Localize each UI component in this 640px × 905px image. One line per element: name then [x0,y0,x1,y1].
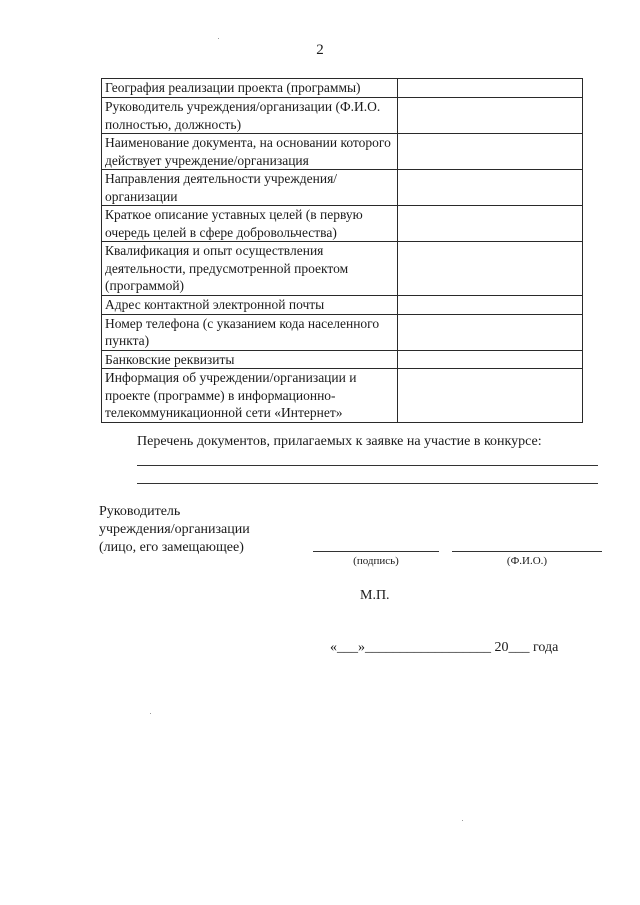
row-label-statutory-goals: Краткое описание уставных целей (в первую очередь целей в сфере добровольчества) [102,206,398,242]
row-value-phone[interactable] [398,314,583,350]
signer-title-line: учреждения/организации [99,522,250,537]
row-value-founding-document[interactable] [398,134,583,170]
table-row [102,369,583,423]
scan-speck [150,713,151,714]
row-value-internet-info[interactable] [398,369,583,423]
row-value-statutory-goals[interactable] [398,206,583,242]
signature-line[interactable] [313,551,439,552]
table-row [102,170,583,206]
row-label-head: Руководитель учреждения/организации (Ф.И.О. полностью, должность) [102,98,398,134]
row-value-activity-areas[interactable] [398,170,583,206]
table-row [102,296,583,315]
table-row [102,98,583,134]
row-value-geography[interactable] [398,79,583,98]
table-row [102,206,583,242]
row-label-phone: Номер телефона (с указанием кода населенного пункта) [102,314,398,350]
row-label-activity-areas: Направления деятельности учреждения/организации [102,170,398,206]
table-row [102,314,583,350]
full-name-caption: (Ф.И.О.) [506,555,548,567]
scan-speck [218,38,219,39]
row-value-email[interactable] [398,296,583,315]
table-row [102,79,583,98]
row-value-head[interactable] [398,98,583,134]
full-name-line[interactable] [452,551,602,552]
signer-title [99,503,250,557]
row-label-internet-info: Информация об учреждении/организации и проекте (программе) в информационно-телекоммуникационной сети «Интернет» [102,369,398,423]
row-label-qualification: Квалификация и опыт осуществления деятельности, предусмотренной проектом (программой) [102,242,398,296]
documents-entry-line-1[interactable] [137,465,598,466]
row-value-qualification[interactable] [398,242,583,296]
application-form-table [101,78,583,423]
date-field[interactable]: «___»__________________ 20___ года [330,640,559,655]
table-row [102,242,583,296]
row-label-email: Адрес контактной электронной почты [102,296,398,315]
row-label-geography: География реализации проекта (программы) [102,79,398,98]
signer-title-line: (лицо, его замещающее) [99,540,244,555]
signature-caption: (подпись) [353,555,399,567]
table-row [102,134,583,170]
page-number: 2 [316,42,324,58]
table-row [102,350,583,369]
row-label-bank-details: Банковские реквизиты [102,350,398,369]
documents-entry-line-2[interactable] [137,483,598,484]
scan-speck [462,820,463,821]
signer-title-line: Руководитель [99,504,181,519]
seal-placeholder: М.П. [360,588,390,603]
documents-list-heading: Перечень документов, прилагаемых к заявке на участие в конкурсе: [137,434,542,449]
row-label-founding-document: Наименование документа, на основании которого действует учреждение/организация [102,134,398,170]
row-value-bank-details[interactable] [398,350,583,369]
